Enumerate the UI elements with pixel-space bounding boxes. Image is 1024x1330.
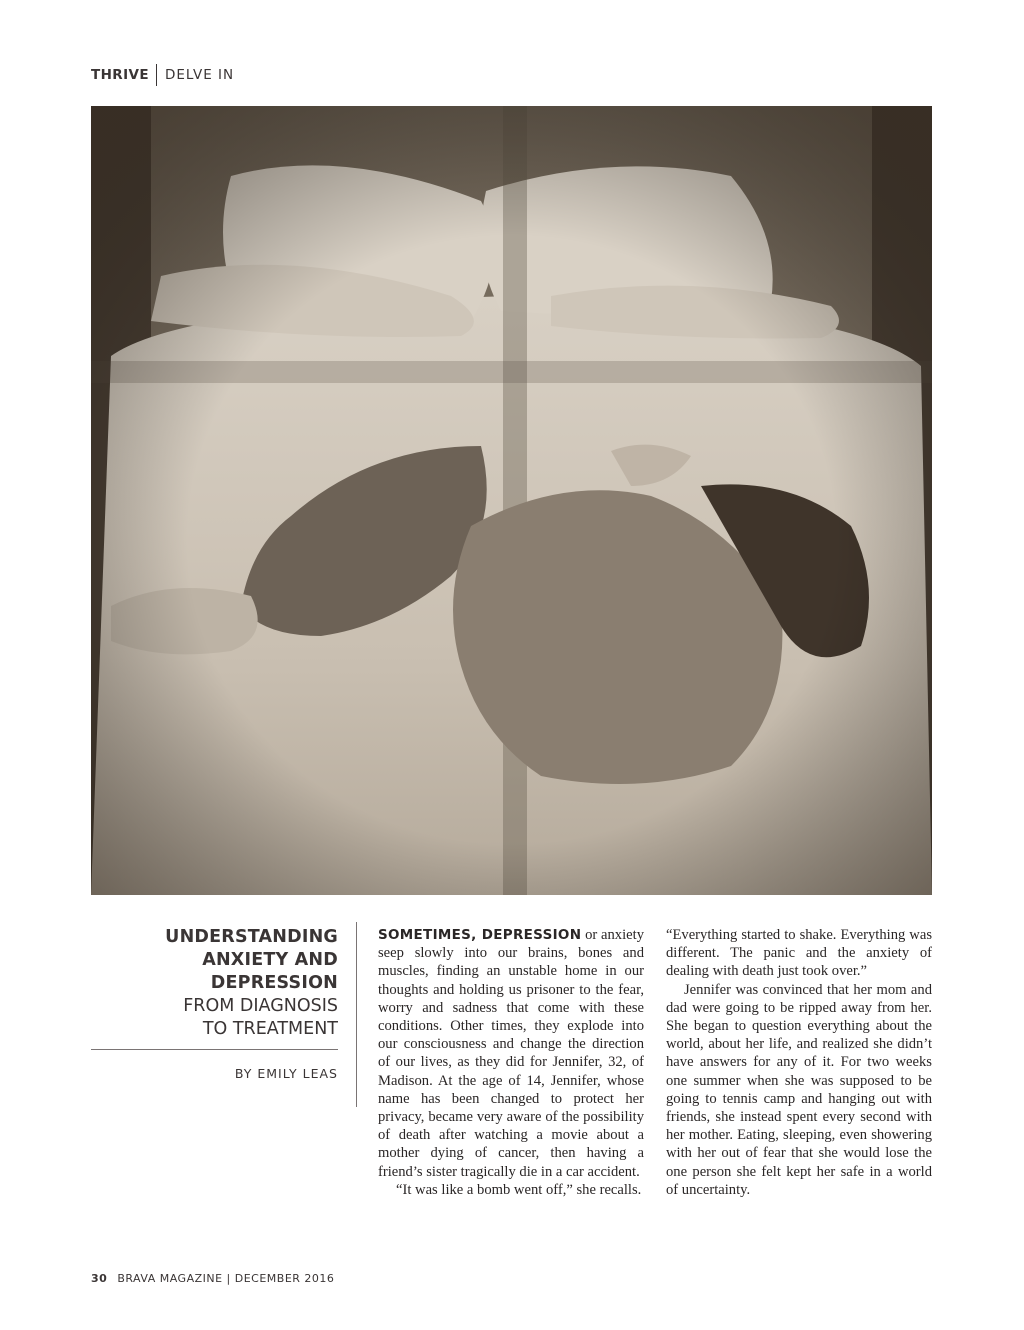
- body-paragraph-1-text: or anxiety seep slowly into our brains, bones and muscles, finding an unstable home in our thoughts and holding us prisoner to the fear, worry and sadness that come with these conditions. Other times, they explode into our consciousness and change the direction of our lives, as they did for Jennifer, 32, of Madison. At the age of 14, Jennifer, whose name has been changed to protect her privacy, became very aware of the possibility of death after watching a movie about a mother dying of cancer, then having a friend’s sister tragically die in a car accident.: [378, 927, 644, 1180]
- page-footer: [91, 1272, 334, 1285]
- publication-info: BRAVA MAGAZINE | DECEMBER 2016: [117, 1272, 335, 1285]
- headline-line-2: ANXIETY AND: [202, 950, 338, 970]
- section-secondary: DELVE IN: [165, 67, 235, 83]
- body-paragraph-1: [378, 926, 644, 1181]
- column-divider: [356, 922, 357, 1107]
- body-paragraph-3: “Everything started to shake. Everything was different. The panic and the anxiety of dealing with death just took over.”: [666, 927, 932, 980]
- section-primary: THRIVE: [91, 67, 149, 83]
- headline-line-4: FROM DIAGNOSIS: [183, 996, 338, 1016]
- headline-rule: [91, 1049, 338, 1050]
- lead-in: SOMETIMES, DEPRESSION: [378, 927, 582, 943]
- section-divider: [156, 64, 157, 86]
- headline-line-5: TO TREATMENT: [202, 1019, 338, 1039]
- headline: [91, 926, 338, 1041]
- byline: BY EMILY LEAS: [234, 1066, 338, 1081]
- body-column-2: [666, 926, 932, 1199]
- headline-line-1: UNDERSTANDING: [165, 927, 338, 947]
- feature-photo: [91, 106, 932, 895]
- body-column-1: [378, 926, 644, 1199]
- headline-line-3: DEPRESSION: [210, 973, 338, 993]
- page-number: 30: [91, 1272, 108, 1285]
- body-paragraph-2: “It was like a bomb went off,” she recalls.: [396, 1181, 642, 1198]
- section-label: [91, 64, 234, 86]
- photo-bed-woman: [91, 106, 932, 895]
- body-paragraph-4: Jennifer was convinced that her mom and dad were going to be ripped away from her. She began to question everything about the world, about her life, and realized she didn’t have answers for any of it. For two weeks one summer when she was supposed to be going to tennis camp and hanging out with friends, she instead spent every second with her mother. Eating, sleeping, even showering with her out of fear that she would lose the one person she felt kept her safe in a world of uncertainty.: [666, 981, 932, 1198]
